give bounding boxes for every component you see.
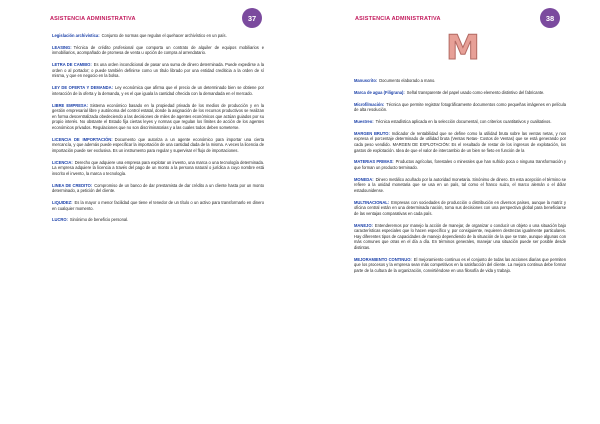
- glossary-entry: [52, 62, 264, 79]
- section-letter: [446, 28, 480, 68]
- entry-definition: Compromiso de un banco de dar prestamista de dar crédito a un cliente hasta por un monto determinado, a petición del cliente.: [52, 182, 264, 194]
- entry-definition: Técnica estadística aplicada en la selección documental, con criterios cuantitativos y cualitativos.: [375, 118, 552, 124]
- entry-definition: Productos agrícolas, forestales o minerales que han sufrido poca o ninguna transformación y que forman un producto terminado.: [354, 159, 566, 170]
- glossary-entry: [52, 217, 264, 223]
- entry-term: LICENCIA:: [52, 159, 73, 165]
- glossary-entry: [52, 85, 264, 96]
- glossary-entry: [52, 200, 264, 211]
- glossary-entry: [52, 183, 264, 194]
- glossary-column: [354, 78, 566, 280]
- entry-definition: Documento que autoriza a un agente económico para importar una cierta mercancía, y que además puede especificar la importación de una cantidad dada de la misma. A veces la licencia de importación puede ser exclusiva. Es un instrumento para regular y supervisar el flujo de importaciones.: [52, 136, 264, 153]
- entry-definition: Señal transparente del papel usado como elemento distintivo del fabricante.: [406, 89, 545, 95]
- glossary-entry: [354, 200, 566, 217]
- entry-term: Microfilmación:: [354, 101, 385, 107]
- entry-definition: Indicador de rentabilidad que se define como la utilidad bruta sobre las ventas netas, y nos expresa el porcentaje determinado de utilidad bruta (Ventas Netas- Costos de Ventas) que se está generando por cada peso vendido. MARGEN DE EXPLOTACIÓN: Es el resultado de restar de los ingresos de explotación, los gastos de explotación. Idea de que el valor de intercambio de un bien se fieto en función de la: [354, 130, 566, 153]
- entry-term: LINEA DE CREDITO:: [52, 182, 93, 188]
- glossary-entry: [354, 257, 566, 274]
- entry-term: Legislación archivística:: [52, 33, 100, 38]
- entry-definition: Derecho que adquiere una empresa para explotar un invento, una marca o una tecnología determinada. La empresa adquiere la licencia a través del pago de un monto a la persona natural o jurídica a cuyo nombre está inscrito el invento, la marca o tecnología.: [52, 159, 264, 176]
- entry-term: LIBRE EMPRESA:: [52, 102, 88, 108]
- entry-definition: El mejoramiento continuo es el conjunto de todas las acciones diarias que permiten que los procesos y la empresa sean más competitivos en la satisfacción del cliente. La mejora continua debe formar parte de la cultura de la organización, convirtiéndose en una filosofía de vida y trabajo.: [354, 256, 566, 273]
- glossary-entry: [354, 159, 566, 170]
- glossary-entry: [354, 131, 566, 153]
- glossary-entry: [52, 33, 264, 39]
- entry-term: LUCRO:: [52, 217, 68, 223]
- glossary-entry: [52, 137, 264, 154]
- entry-term: MONEDA:: [354, 176, 374, 182]
- entry-term: LETRA DE CAMBIO:: [52, 62, 92, 68]
- entry-term: LICENCIA DE IMPORTACIÓN:: [52, 136, 113, 142]
- entry-definition: Entenderemos por manejo la acción de manejar, de organizar o conducir un objeto o una situación bajo características especiales que lo hacen específico y, por consiguiente, requieren destrezas igualmente particulares. Hay diferentes tipos de capacidades de manejo dependiendo de la situación de la que se trate, aunque algunas con más comunes que otras en el día a día. En términos generales, manejar una situación puede ser posible desde distintas.: [354, 222, 566, 250]
- entry-definition: Sinónimo de beneficio personal.: [69, 217, 129, 223]
- glossary-entry: [354, 78, 566, 84]
- right-page: [300, 0, 600, 424]
- entry-definition: Dinero metálico acuñado por la autoridad monetaria. Sinónimo de dinero. En esta acepción el término se refiere a la unidad monetaria que se usa en un país, tal como el franco suizo, el marco alemán o el dólar estadounidense.: [354, 176, 566, 193]
- entry-definition: Es la mayor o menor facilidad que tiene el tenedor de un título o un activo para transformarlo en dinero en cualquier momento.: [52, 199, 264, 211]
- header-title: ASISTENCIA ADMINISTRATIVA: [50, 16, 136, 22]
- entry-term: LIQUIDEZ:: [52, 199, 73, 205]
- entry-definition: Empresas con sociedades de producción o distribución en diversos países, aunque la matriz y oficina central están en una determinada nación, toma sus decisiones con una perspectiva global para beneficiarse de las ventajas comparativas en cada país.: [354, 199, 566, 216]
- glossary-entry: [52, 45, 264, 56]
- glossary-entry: [354, 223, 566, 251]
- entry-term: MATERIAS PRIMAS:: [354, 159, 394, 165]
- entry-definition: Conjunto de normas que regulan el quehacer archivístico en un país.: [101, 33, 227, 38]
- entry-term: LEY DE OFERTA Y DEMANDA:: [52, 85, 113, 91]
- glossary-column: [52, 33, 264, 229]
- entry-term: Manuscrito:: [354, 78, 378, 83]
- entry-definition: Técnica de crédito profesional que comporta un contrato de alquiler de equipos mobiliarios e inmobiliarios, acompañado de promesa de venta u opción de compra al arrendatario.: [52, 44, 264, 56]
- glossary-entry: [52, 160, 264, 177]
- entry-definition: Documento elaborado a mano.: [379, 78, 436, 83]
- entry-term: MULTINACIONAL:: [354, 199, 390, 205]
- glossary-entry: [354, 102, 566, 113]
- glossary-entry: [354, 119, 566, 125]
- entry-term: LEASING:: [52, 44, 72, 50]
- entry-definition: Técnica que permite registrar fotográficamente documentos como pequeñas imágenes en película de alta resolución.: [354, 101, 566, 113]
- page-number-badge: 38: [540, 8, 560, 28]
- entry-definition: Sistema económico basado en la propiedad privada de los medios de producción y en la gestión empresarial libre y autónoma del control estatal, donde la asignación de los recursos productivos se realizan en forma descentralizada obedeciendo a las decisiones de miles de agentes económicos que actúan guiados por su propio interés. No obstante el Estado fija ciertas leyes y normas que regulan los límites de acción de los agentes económicos privados. Regulaciones que no son discriminatorias y a las cuales todos deben someterse.: [52, 102, 264, 130]
- header-title: ASISTENCIA ADMINISTRATIVA: [355, 16, 441, 22]
- entry-definition: Es una orden incondicional de pasar una suma de dinero determinada. Puede expedirse a la orden o al portador; o puede también definirse como un título librado por una entidad crediticia a la orden de sí misma, y que en negocio en la bolsa.: [52, 62, 264, 79]
- entry-term: Muestreo:: [354, 118, 374, 124]
- entry-term: MARGEN BRUTO:: [354, 130, 390, 136]
- section-letter-glyph: M: [446, 28, 480, 68]
- page-number-badge: 37: [242, 8, 262, 28]
- glossary-entry: [354, 90, 566, 96]
- entry-term: MEJORAMIENTO CONTINUO:: [354, 256, 412, 262]
- glossary-entry: [354, 177, 566, 194]
- entry-term: MANEJO:: [354, 222, 373, 228]
- entry-term: Marca de agua (Filigrana):: [354, 89, 405, 95]
- glossary-entry: [52, 103, 264, 131]
- entry-definition: Ley económica que afirma que el precio de un determinado bien se obtiene por interacción de la oferta y la demanda, y es el que iguala la cantidad ofrecida con la demandada en el mercado.: [52, 85, 264, 96]
